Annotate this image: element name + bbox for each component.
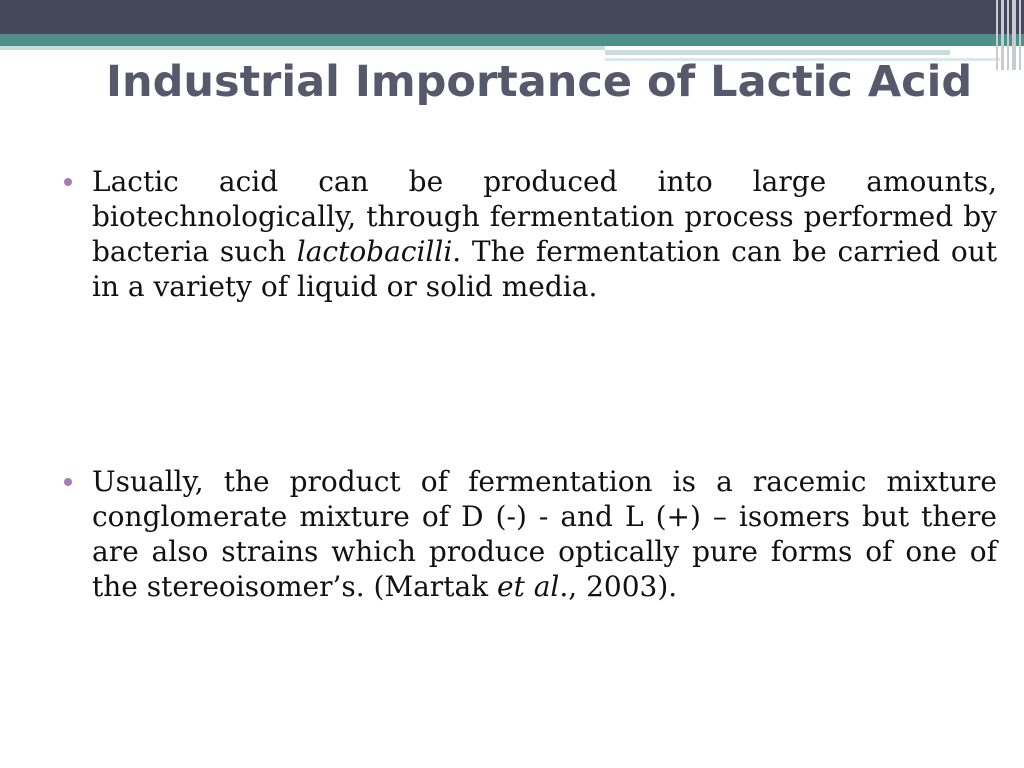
bullet-text-1: Lactic acid can be produced into large amounts, biotechnologically, through fermentation process performed by bacteria such lactobacilli. The fermentation can be carried out in a variety of liquid or solid media. [92,165,997,303]
bullet-item-2 [92,464,997,604]
bullet-dot-icon [64,478,72,486]
bullet-item-1 [92,164,997,304]
slide-title: Industrial Importance of Lactic Acid [106,57,973,107]
header-light-line [0,46,605,50]
bullet-text-2: Usually, the product of fermentation is a racemic mixture conglomerate mixture of D (-) - and L (+) – isomers but there are also strains which produce optically pure forms of one of the stereoisomer’s. (Martak et al., 2003). [92,465,997,603]
header-teal-band [0,34,1024,46]
bullet-dot-icon [64,178,72,186]
header-dark-band [0,0,1024,34]
